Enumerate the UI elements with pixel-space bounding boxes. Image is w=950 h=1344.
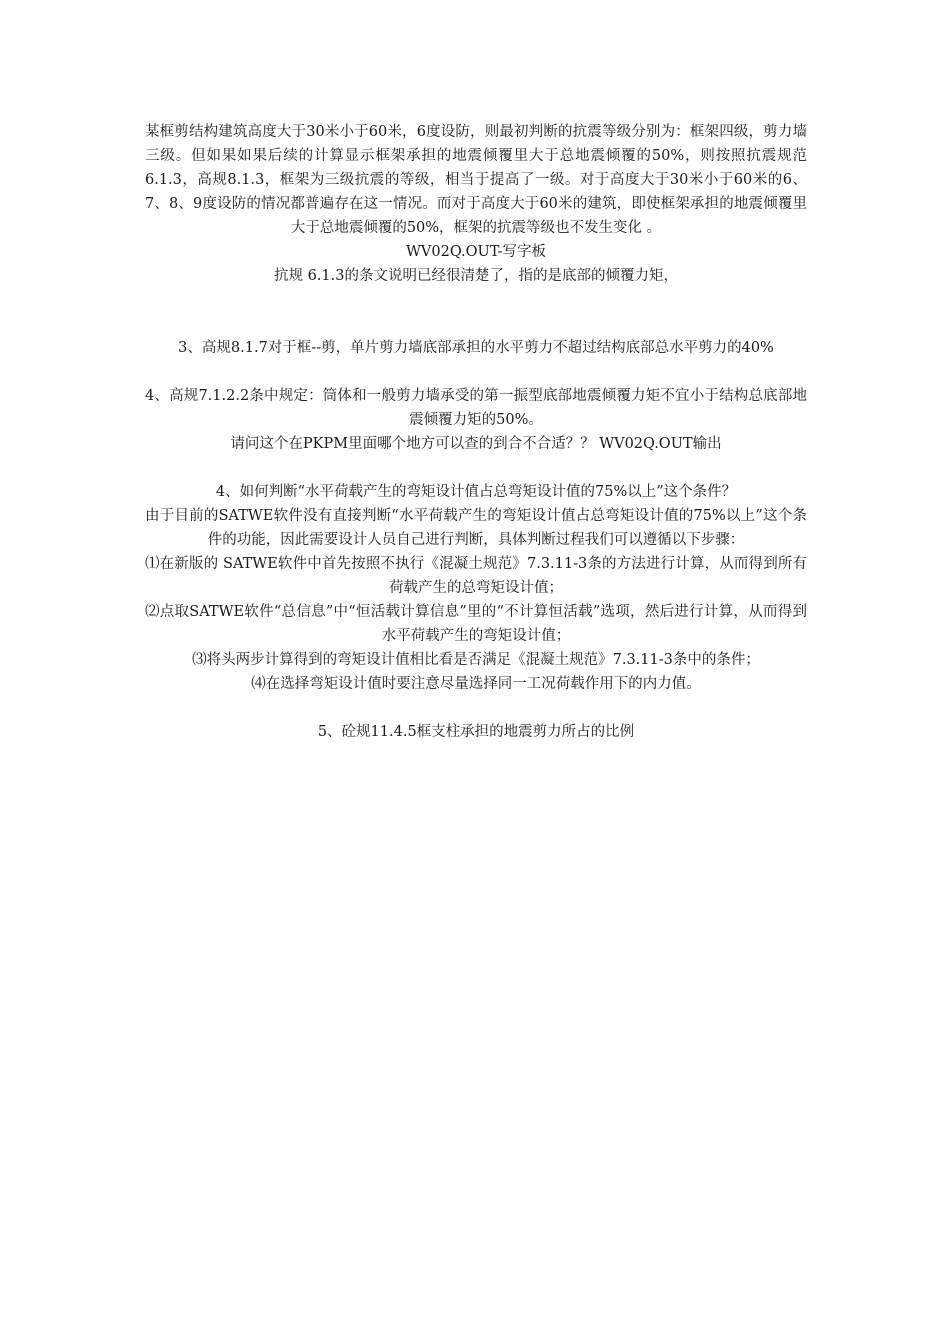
line-wordpad-title: WV02Q.OUT-写字板	[406, 244, 546, 260]
item-4-moment-title: 4、如何判断“水平荷载产生的弯矩设计值占总弯矩设计值的75%以上”这个条件？	[215, 484, 737, 500]
item-5-frame-column: 5、砼规11.4.5框支柱承担的地震剪力所占的比例	[317, 724, 635, 740]
line-code-explanation: 抗规 6.1.3的条文说明已经很清楚了，指的是底部的倾覆力矩，	[273, 268, 678, 284]
item-4-moment-body: 由于目前的SATWE软件没有直接判断“水平荷载产生的弯矩设计值占总弯矩设计值的75%以上”这个条件的功能，因此需要设计人员自己进行判断，具体判断过程我们可以遵循以下步骤：	[145, 508, 807, 548]
spacer	[145, 360, 807, 384]
document-body	[145, 120, 807, 744]
spacer	[145, 696, 807, 720]
step-1: ⑴在新版的 SATWE软件中首先按照不执行《混凝土规范》7.3.11-3条的方法进行计算，从而得到所有荷载产生的总弯矩设计值；	[145, 556, 807, 596]
spacer	[145, 288, 807, 336]
question-pkpm: 请问这个在PKPM里面哪个地方可以查的到合不合适？？ WV02Q.OUT输出	[230, 436, 722, 452]
item-3-shear-wall: 3、高规8.1.7对于框--剪，单片剪力墙底部承担的水平剪力不超过结构底部总水平剪力的40%	[178, 340, 774, 356]
spacer	[145, 456, 807, 480]
step-4: ⑷在选择弯矩设计值时要注意尽量选择同一工况荷载作用下的内力值。	[251, 676, 701, 692]
paragraph-seismic-grade: 某框剪结构建筑高度大于30米小于60米，6度设防，则最初判断的抗震等级分别为：框架四级，剪力墙三级。但如果如果后续的计算显示框架承担的地震倾覆里大于总地震倾覆的50%，则按照抗震规范6.1.3，高规8.1.3，框架为三级抗震的等级，相当于提高了一级。对于高度大于30米小于60米的6、7、8、9度设防的情况都普遍存在这一情况。而对于高度大于60米的建筑，即使框架承担的地震倾覆里大于总地震倾覆的50%，框架的抗震等级也不发生变化 。	[145, 124, 807, 236]
step-3: ⑶将头两步计算得到的弯矩设计值相比看是否满足《混凝土规范》7.3.11-3条中的条件；	[192, 652, 760, 668]
step-2: ⑵点取SATWE软件“总信息”中“恒活载计算信息”里的“不计算恒活载”选项，然后进行计算，从而得到水平荷载产生的弯矩设计值；	[145, 604, 807, 644]
item-4-tube-wall: 4、高规7.1.2.2条中规定：筒体和一般剪力墙承受的第一振型底部地震倾覆力矩不宜小于结构总底部地震倾覆力矩的50%。	[145, 388, 807, 428]
